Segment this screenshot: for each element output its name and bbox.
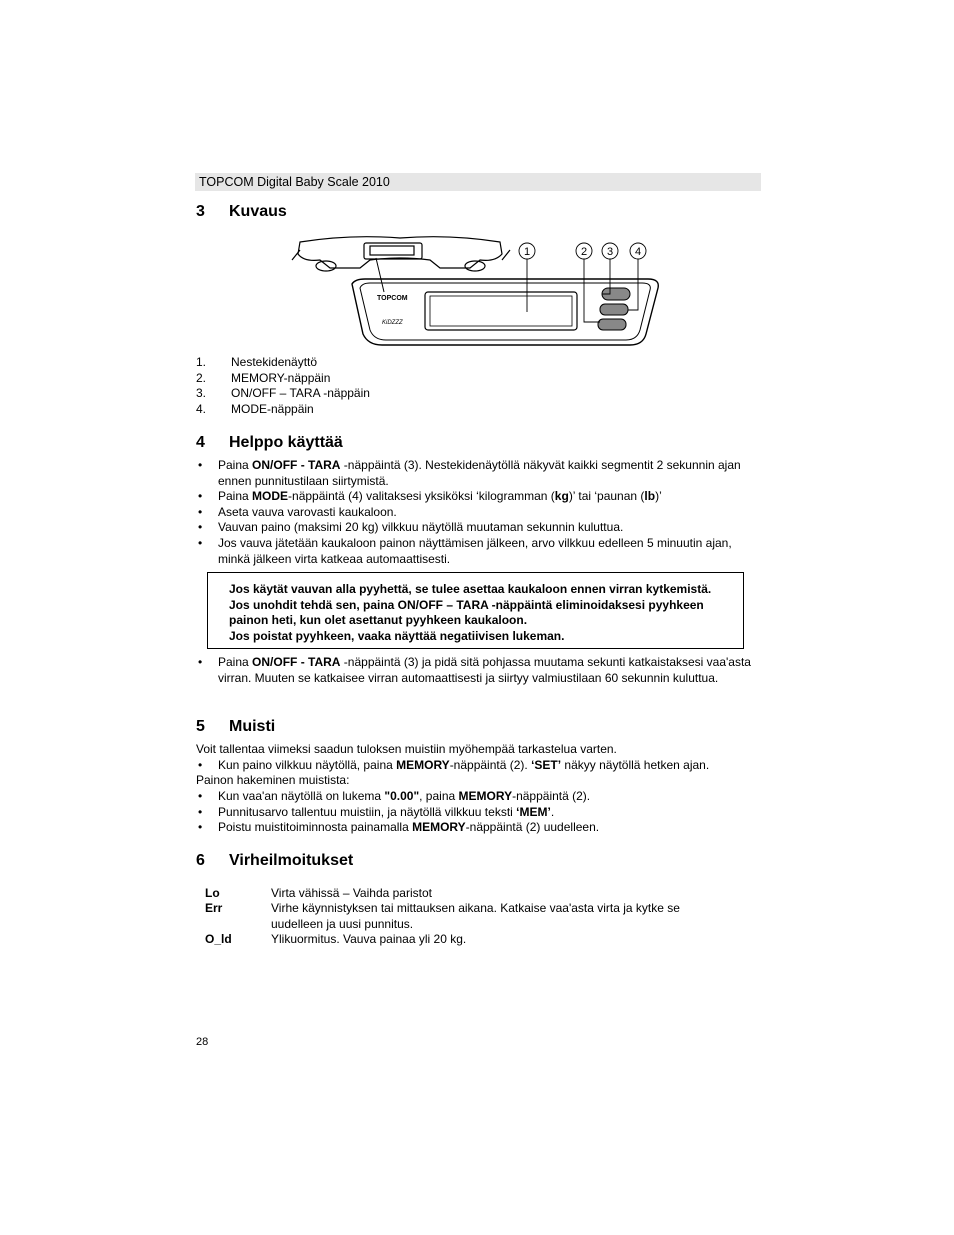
list-item: Paina MODE-näppäintä (4) valitaksesi yksiköksi ‘kilogramman (kg)’ tai ‘paunan (lb)’ — [218, 489, 662, 503]
error-description: Virta vähissä – Vaihda paristot — [271, 886, 432, 900]
list-item: Paina ON/OFF - TARA -näppäintä (3) ja pidä sitä pohjassa muutama sekunti katkaistaksesi vaa'asta virran. Muuten se katkaisee virran automaattisesti ja siirtyy valmiustilaan 60 sekunnin kuluttua. — [218, 655, 751, 685]
parts-list — [196, 355, 370, 417]
section-4-heading: 4 Helppo käyttää — [196, 434, 343, 451]
document-title: TOPCOM Digital Baby Scale 2010 — [199, 175, 390, 189]
bullet: • — [198, 505, 203, 519]
list-item: 3. ON/OFF – TARA -näppäin — [196, 386, 370, 400]
error-description: Virhe käynnistyksen tai mittauksen aikana. Katkaise vaa'asta virta ja kytke se uudelleen ja uusi punnitus. — [271, 901, 680, 931]
section-3-heading: 3 Kuvaus — [196, 203, 287, 220]
bullet: • — [198, 758, 203, 772]
list-item: Kun paino vilkkuu näytöllä, paina MEMORY-näppäintä (2). ‘SET’ näkyy näytöllä hetken ajan. — [218, 758, 710, 772]
list-item: Aseta vauva varovasti kaukaloon. — [218, 505, 397, 519]
list-item: Vauvan paino (maksimi 20 kg) vilkkuu näytöllä muutaman sekunnin kuluttua. — [218, 520, 624, 534]
list-item: Jos vauva jätetään kaukaloon painon näyttämisen jälkeen, arvo vilkkuu edelleen 5 minuutin ajan, minkä jälkeen virta katkeaa automaattisesti. — [218, 536, 732, 566]
bullet: • — [198, 458, 203, 472]
section-5-heading: 5 Muisti — [196, 718, 276, 735]
memory-retrieve-label: Painon hakeminen muistista: — [196, 773, 350, 787]
bullet: • — [198, 820, 203, 834]
callout-line-1 — [376, 258, 384, 292]
scale-illustration — [290, 232, 665, 352]
scale-brand-label: TOPCOM — [377, 295, 408, 302]
page-number: 28 — [196, 1036, 209, 1048]
note-box — [207, 572, 744, 649]
list-item: Punnitusarvo tallentuu muistiin, ja näytöllä vilkkuu teksti ‘MEM’. — [218, 805, 555, 819]
callout-line-mode — [628, 259, 638, 310]
callout-label-1: 1 — [523, 246, 531, 258]
list-item: 2. MEMORY-näppäin — [196, 370, 331, 385]
error-code: O_ld — [205, 932, 232, 946]
callout-label-4: 4 — [634, 246, 642, 258]
bullet: • — [198, 489, 203, 503]
list-item: Paina ON/OFF - TARA -näppäintä (3). Nestekidenäytöllä näkyvät kaikki segmentit 2 sekunnin ajan ennen punnitustilaan siirtymistä. — [218, 458, 741, 488]
error-code: Lo — [205, 886, 220, 900]
callout-label-3: 3 — [606, 246, 614, 258]
list-item: Poistu muistitoiminnosta painamalla MEMORY-näppäintä (2) uudelleen. — [218, 820, 600, 834]
list-item: 4. MODE-näppäin — [196, 401, 314, 416]
bullet: • — [198, 805, 203, 819]
memory-intro: Voit tallentaa viimeksi saadun tuloksen muistiin myöhempää tarkastelua varten. — [196, 742, 617, 756]
list-item: 1. Nestekidenäyttö — [196, 355, 318, 369]
callout-line-memory — [584, 259, 600, 322]
bullet: • — [198, 520, 203, 534]
scale-side-view — [292, 237, 510, 271]
kidzzz-logo: KiDZZZ — [382, 320, 403, 326]
error-code: Err — [205, 901, 223, 915]
error-description: Ylikuormitus. Vauva painaa yli 20 kg. — [271, 932, 467, 946]
callout-label-2: 2 — [580, 246, 588, 258]
bullet: • — [198, 655, 203, 669]
list-item: Kun vaa'an näytöllä on lukema "0.00", paina MEMORY-näppäintä (2). — [218, 789, 591, 803]
section-6-heading: 6 Virheilmoitukset — [196, 852, 354, 869]
bullet: • — [198, 536, 203, 550]
scale-top-view — [352, 279, 658, 345]
note-text: Jos käytät vauvan alla pyyhettä, se tulee asettaa kaukaloon ennen virran kytkemistä. Jos unohdit tehdä sen, paina ON/OFF – TARA -näppäintä eliminoidaksesi pyyhkeen painon heti, kun olet asettanut pyyhkeen kaukaloon. Jos poistat pyyhkeen, vaaka näyttää negatiivisen lukeman. — [229, 582, 712, 643]
bullet: • — [198, 789, 203, 803]
